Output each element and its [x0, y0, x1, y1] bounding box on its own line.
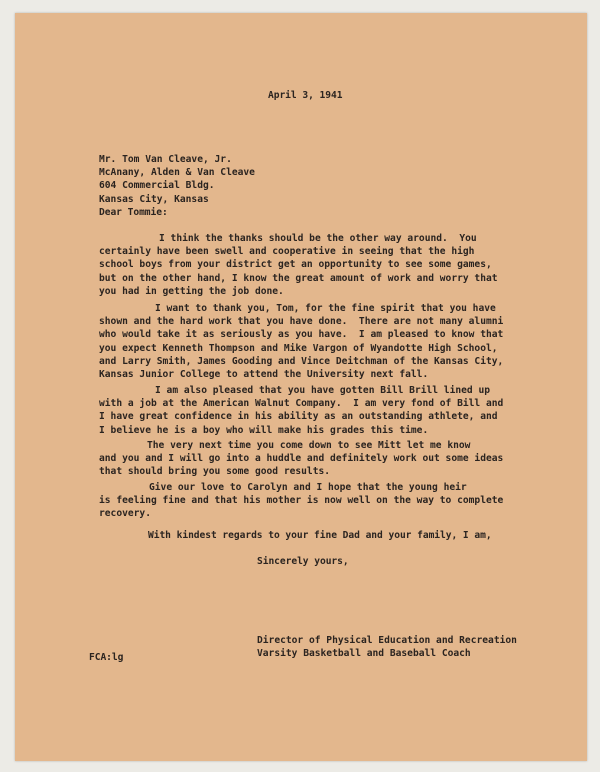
letter-date: April 3, 1941: [268, 90, 343, 101]
address-line: McAnany, Alden & Van Cleave: [99, 167, 255, 179]
paragraph-line: I think the thanks should be the other way around. You: [159, 233, 477, 244]
paragraph-line: I want to thank you, Tom, for the fine spirit that you have: [155, 303, 496, 314]
title-line: Director of Physical Education and Recreation: [257, 635, 517, 646]
paragraph-line: who would take it as seriously as you have. I am pleased to know that: [99, 329, 504, 341]
paragraph-line: you had in getting the job done.: [99, 285, 284, 297]
salutation: Dear Tommie:: [99, 207, 168, 218]
paragraph-line: but on the other hand, I know the great amount of work and worry that: [99, 272, 498, 284]
title-line: Varsity Basketball and Baseball Coach: [257, 648, 471, 660]
paragraph-line: Give our love to Carolyn and I hope that the young heir: [149, 482, 467, 493]
paragraph-line: I have great confidence in his ability as an outstanding athlete, and: [99, 411, 498, 423]
paragraph-line: that should bring you some good results.: [99, 466, 331, 478]
signature-title: [257, 634, 517, 660]
paragraph-line: you expect Kenneth Thompson and Mike Vargon of Wyandotte High School,: [99, 342, 498, 354]
recipient-address: [99, 153, 255, 206]
paragraph-line: school boys from your district get an opportunity to see some games,: [99, 259, 492, 271]
paragraph-1: [99, 232, 498, 298]
typist-initials: FCA:lg: [89, 652, 124, 663]
paragraph-line: and Larry Smith, James Gooding and Vince Deitchman of the Kansas City,: [99, 355, 504, 367]
paragraph-line: is feeling fine and that his mother is now well on the way to complete: [99, 495, 504, 507]
paragraph-line: recovery.: [99, 508, 151, 520]
paragraph-line: The very next time you come down to see Mitt let me know: [147, 440, 471, 451]
paragraph-4: [99, 439, 503, 479]
paragraph-2: [99, 302, 503, 381]
paragraph-line: certainly have been swell and cooperative in seeing that the high: [99, 246, 475, 258]
paragraph-3: [99, 384, 503, 437]
paragraph-line: and you and I will go into a huddle and definitely work out some ideas: [99, 453, 504, 465]
regards-line: With kindest regards to your fine Dad and your family, I am,: [148, 530, 492, 541]
paragraph-line: I believe he is a boy who will make his grades this time.: [99, 424, 429, 436]
paragraph-line: Kansas Junior College to attend the University next fall.: [99, 369, 429, 381]
closing: Sincerely yours,: [257, 556, 349, 567]
paragraph-line: with a job at the American Walnut Company. I am very fond of Bill and: [99, 398, 504, 410]
address-line: Mr. Tom Van Cleave, Jr.: [99, 154, 232, 165]
address-line: 604 Commercial Bldg.: [99, 180, 215, 192]
address-line: Kansas City, Kansas: [99, 193, 209, 205]
paragraph-5: [99, 481, 503, 521]
paragraph-line: shown and the hard work that you have done. There are not many alumni: [99, 316, 504, 328]
paragraph-line: I am also pleased that you have gotten Bill Brill lined up: [155, 385, 491, 396]
